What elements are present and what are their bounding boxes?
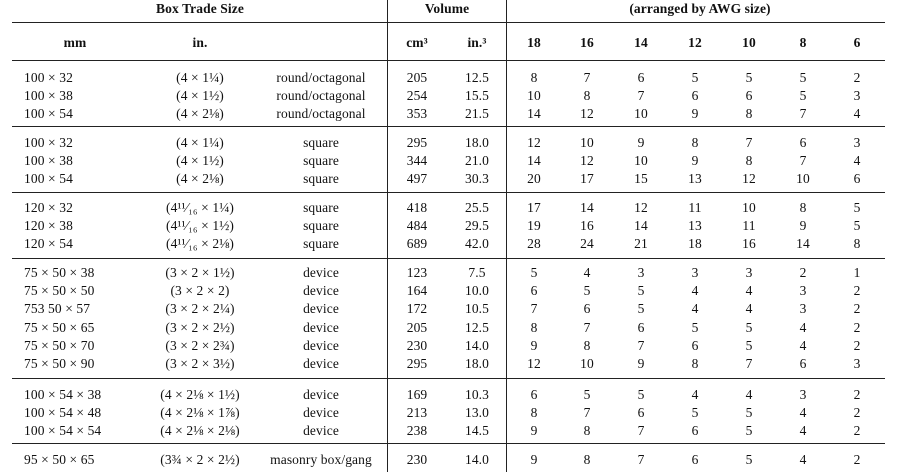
cell-box-type: square [303, 135, 339, 150]
group-rule [12, 258, 885, 259]
cell-in: (4¹¹⁄₁₆ × 1½) [165, 218, 235, 234]
cell-in3: 14.0 [464, 452, 490, 467]
cell-awg-18: 8 [530, 70, 538, 85]
cell-awg-10: 8 [745, 106, 753, 122]
group-rule [12, 192, 885, 193]
cell-awg-18: 19 [527, 218, 541, 234]
vertical-rule-volume [387, 0, 388, 472]
cell-mm: 100 × 38 [24, 88, 73, 104]
cell-awg-10: 16 [742, 236, 756, 252]
cell-box-type: device [303, 387, 339, 402]
cell-awg-14: 6 [637, 70, 645, 85]
cell-cm3: 689 [406, 236, 428, 252]
cell-in3: 42.0 [464, 236, 490, 252]
cell-awg-18: 20 [527, 171, 541, 187]
cell-awg-12: 5 [691, 405, 699, 421]
cell-awg-6: 6 [853, 171, 861, 187]
group-rule [12, 378, 885, 379]
cell-awg-10: 6 [745, 88, 753, 104]
cell-in: (3 × 2 × 2¾) [165, 337, 235, 353]
cell-awg-8: 3 [799, 283, 807, 299]
header-volume: Volume [424, 1, 470, 16]
cell-awg-14: 15 [634, 171, 648, 187]
cell-awg-16: 6 [583, 301, 591, 317]
cell-awg-14: 14 [634, 218, 648, 234]
cell-in: (3 × 2 × 2¼) [165, 301, 235, 317]
cell-box-type: device [303, 356, 339, 371]
cell-awg-16: 8 [583, 452, 591, 467]
cell-awg-12: 6 [691, 337, 699, 353]
cell-awg-18: 7 [530, 301, 538, 317]
cell-cm3: 254 [406, 88, 428, 104]
cell-mm: 100 × 38 [24, 153, 73, 169]
cell-in3: 10.0 [464, 283, 490, 299]
cell-mm: 120 × 38 [24, 218, 73, 234]
group-rule [12, 126, 885, 127]
cell-awg-6: 4 [853, 106, 861, 122]
cell-awg-8: 4 [799, 405, 807, 421]
cell-awg-6: 3 [853, 356, 861, 371]
cell-mm: 100 × 32 [24, 135, 73, 150]
cell-box-type: square [303, 236, 339, 252]
cell-in3: 14.0 [464, 337, 490, 353]
cell-awg-8: 4 [799, 452, 807, 467]
cell-mm: 100 × 54 × 54 [24, 423, 102, 439]
cell-in: (3 × 2 × 3½) [165, 356, 235, 371]
cell-in3: 30.3 [464, 171, 490, 187]
cell-awg-6: 2 [853, 452, 861, 467]
header-awg-14: 14 [634, 35, 648, 50]
cell-awg-14: 12 [634, 200, 648, 215]
cell-awg-6: 2 [853, 387, 861, 402]
cell-awg-16: 8 [583, 423, 591, 439]
cell-awg-10: 8 [745, 153, 753, 169]
cell-in: (4¹¹⁄₁₆ × 1¼) [165, 200, 235, 215]
cell-awg-16: 14 [580, 200, 594, 215]
cell-awg-12: 4 [691, 301, 699, 317]
cell-awg-16: 8 [583, 88, 591, 104]
cell-awg-14: 7 [637, 423, 645, 439]
cell-awg-18: 9 [530, 452, 538, 467]
cell-in: (4 × 2⅛ × 1½) [160, 387, 240, 402]
cell-awg-10: 4 [745, 387, 753, 402]
cell-mm: 75 × 50 × 65 [24, 319, 95, 335]
cell-awg-18: 8 [530, 405, 538, 421]
cell-in: (4 × 2⅛ × 1⅞) [160, 405, 240, 421]
cell-awg-12: 8 [691, 135, 699, 150]
cell-awg-10: 10 [742, 200, 756, 215]
cell-awg-10: 7 [745, 356, 753, 371]
cell-mm: 75 × 50 × 38 [24, 265, 95, 280]
cell-cm3: 497 [406, 171, 428, 187]
header-in: in. [192, 35, 208, 50]
cell-awg-6: 2 [853, 283, 861, 299]
cell-awg-18: 12 [527, 356, 541, 371]
cell-in: (4 × 1½) [176, 153, 224, 169]
cell-in3: 18.0 [464, 356, 490, 371]
group-rule [12, 443, 885, 444]
cell-in: (4 × 2⅛) [176, 106, 224, 122]
cell-cm3: 238 [406, 423, 428, 439]
cell-awg-14: 3 [637, 265, 645, 280]
cell-awg-6: 3 [853, 135, 861, 150]
cell-cm3: 418 [406, 200, 428, 215]
cell-awg-16: 7 [583, 70, 591, 85]
cell-awg-8: 4 [799, 423, 807, 439]
cell-awg-8: 6 [799, 356, 807, 371]
cell-box-type: square [303, 200, 339, 215]
cell-awg-6: 2 [853, 319, 861, 335]
cell-awg-8: 9 [799, 218, 807, 234]
cell-awg-12: 9 [691, 153, 699, 169]
cell-mm: 75 × 50 × 50 [24, 283, 95, 299]
cell-awg-10: 5 [745, 452, 753, 467]
cell-awg-6: 1 [853, 265, 861, 280]
cell-in3: 12.5 [464, 319, 490, 335]
cell-cm3: 169 [406, 387, 428, 402]
cell-in: (3 × 2 × 2½) [165, 319, 235, 335]
cell-awg-18: 8 [530, 319, 538, 335]
cell-cm3: 295 [406, 135, 428, 150]
cell-awg-12: 9 [691, 106, 699, 122]
cell-awg-8: 2 [799, 265, 807, 280]
cell-awg-16: 5 [583, 283, 591, 299]
cell-cm3: 172 [406, 301, 428, 317]
cell-awg-14: 10 [634, 106, 648, 122]
cell-awg-18: 9 [530, 423, 538, 439]
cell-awg-14: 9 [637, 135, 645, 150]
cell-awg-8: 5 [799, 70, 807, 85]
cell-awg-8: 7 [799, 106, 807, 122]
cell-awg-10: 5 [745, 319, 753, 335]
cell-awg-10: 5 [745, 70, 753, 85]
cell-cm3: 230 [406, 337, 428, 353]
cell-in: (3 × 2 × 2) [170, 283, 230, 299]
header-awg-8: 8 [799, 35, 807, 50]
cell-mm: 120 × 32 [24, 200, 73, 215]
header-awg-arranged: (arranged by AWG size) [629, 1, 771, 16]
cell-awg-18: 10 [527, 88, 541, 104]
cell-in: (3 × 2 × 1½) [165, 265, 235, 280]
cell-awg-6: 2 [853, 405, 861, 421]
cell-box-type: square [303, 153, 339, 169]
cell-in3: 18.0 [464, 135, 490, 150]
cell-in3: 10.5 [464, 301, 490, 317]
cell-awg-12: 6 [691, 423, 699, 439]
cell-in: (4 × 1½) [176, 88, 224, 104]
cell-awg-14: 10 [634, 153, 648, 169]
cell-in3: 15.5 [464, 88, 490, 104]
cell-awg-8: 14 [796, 236, 810, 252]
cell-awg-12: 6 [691, 88, 699, 104]
cell-awg-16: 10 [580, 356, 594, 371]
cell-awg-14: 9 [637, 356, 645, 371]
cell-awg-14: 7 [637, 337, 645, 353]
cell-in: (4 × 2⅛ × 2⅛) [160, 423, 240, 439]
cell-awg-6: 4 [853, 153, 861, 169]
cell-in3: 14.5 [464, 423, 490, 439]
cell-awg-14: 7 [637, 88, 645, 104]
cell-box-type: device [303, 265, 339, 280]
cell-in3: 12.5 [464, 70, 490, 85]
cell-box-type: square [303, 218, 339, 234]
cell-awg-16: 17 [580, 171, 594, 187]
cell-in3: 7.5 [468, 265, 486, 280]
cell-box-type: device [303, 337, 339, 353]
cell-awg-6: 2 [853, 301, 861, 317]
cell-box-type: device [303, 423, 339, 439]
cell-awg-10: 4 [745, 283, 753, 299]
cell-awg-6: 2 [853, 70, 861, 85]
cell-awg-16: 7 [583, 405, 591, 421]
cell-awg-12: 5 [691, 70, 699, 85]
cell-awg-12: 6 [691, 452, 699, 467]
header-awg-12: 12 [688, 35, 702, 50]
cell-box-type: round/octagonal [276, 88, 366, 104]
cell-awg-12: 8 [691, 356, 699, 371]
cell-cm3: 205 [406, 70, 428, 85]
cell-box-type: device [303, 283, 339, 299]
cell-awg-10: 4 [745, 301, 753, 317]
header-rule-bottom [12, 60, 885, 61]
cell-mm: 95 × 50 × 65 [24, 452, 95, 467]
cell-awg-14: 6 [637, 405, 645, 421]
cell-awg-12: 18 [688, 236, 702, 252]
cell-awg-10: 11 [742, 218, 756, 234]
cell-awg-18: 14 [527, 153, 541, 169]
cell-awg-18: 5 [530, 265, 538, 280]
cell-awg-10: 3 [745, 265, 753, 280]
cell-awg-14: 7 [637, 452, 645, 467]
cell-awg-8: 3 [799, 301, 807, 317]
cell-awg-16: 4 [583, 265, 591, 280]
cell-awg-14: 5 [637, 387, 645, 402]
cell-in: (3¾ × 2 × 2½) [160, 452, 240, 467]
cell-awg-12: 5 [691, 319, 699, 335]
cell-mm: 75 × 50 × 90 [24, 356, 95, 371]
cell-awg-14: 6 [637, 319, 645, 335]
cell-in3: 13.0 [464, 405, 490, 421]
cell-awg-18: 6 [530, 387, 538, 402]
cell-awg-8: 3 [799, 387, 807, 402]
cell-in3: 10.3 [464, 387, 490, 402]
cell-awg-18: 17 [527, 200, 541, 215]
cell-box-type: masonry box/gang [270, 452, 372, 467]
header-mm: mm [63, 35, 87, 50]
cell-awg-18: 28 [527, 236, 541, 252]
cell-cm3: 484 [406, 218, 428, 234]
cell-awg-8: 7 [799, 153, 807, 169]
cell-in: (4 × 1¼) [176, 70, 224, 85]
cell-box-type: round/octagonal [276, 70, 366, 85]
cell-awg-6: 5 [853, 200, 861, 215]
cell-box-type: round/octagonal [276, 106, 366, 122]
cell-awg-10: 5 [745, 405, 753, 421]
cell-awg-16: 8 [583, 337, 591, 353]
cell-in3: 21.0 [464, 153, 490, 169]
cell-awg-16: 12 [580, 153, 594, 169]
cell-cm3: 344 [406, 153, 428, 169]
cell-cm3: 213 [406, 405, 428, 421]
header-awg-16: 16 [580, 35, 594, 50]
cell-mm: 100 × 54 × 38 [24, 387, 102, 402]
cell-awg-10: 5 [745, 423, 753, 439]
cell-cm3: 353 [406, 106, 428, 122]
cell-awg-8: 8 [799, 200, 807, 215]
cell-box-type: square [303, 171, 339, 187]
cell-mm: 100 × 32 [24, 70, 73, 85]
cell-awg-16: 7 [583, 319, 591, 335]
cell-awg-12: 11 [688, 200, 702, 215]
cell-awg-8: 10 [796, 171, 810, 187]
cell-awg-18: 6 [530, 283, 538, 299]
cell-mm: 100 × 54 [24, 171, 73, 187]
cell-awg-16: 24 [580, 236, 594, 252]
cell-awg-18: 9 [530, 337, 538, 353]
cell-cm3: 123 [406, 265, 428, 280]
cell-awg-16: 16 [580, 218, 594, 234]
header-in3: in.³ [467, 35, 487, 50]
cell-awg-12: 3 [691, 265, 699, 280]
cell-mm: 753 50 × 57 [24, 301, 91, 317]
cell-awg-16: 12 [580, 106, 594, 122]
cell-in3: 29.5 [464, 218, 490, 234]
cell-awg-6: 2 [853, 337, 861, 353]
cell-box-type: device [303, 301, 339, 317]
header-awg-18: 18 [527, 35, 541, 50]
header-cm3: cm³ [406, 35, 428, 50]
cell-mm: 100 × 54 × 48 [24, 405, 102, 421]
cell-awg-10: 7 [745, 135, 753, 150]
cell-in: (4 × 1¼) [176, 135, 224, 150]
header-rule-top [12, 22, 885, 23]
vertical-rule-awg [506, 0, 507, 472]
cell-awg-18: 14 [527, 106, 541, 122]
cell-mm: 120 × 54 [24, 236, 73, 252]
cell-in: (4¹¹⁄₁₆ × 2⅛) [165, 236, 235, 252]
header-awg-10: 10 [742, 35, 756, 50]
header-box-trade-size: Box Trade Size [156, 1, 244, 16]
cell-awg-14: 21 [634, 236, 648, 252]
cell-awg-14: 5 [637, 301, 645, 317]
cell-awg-16: 5 [583, 387, 591, 402]
cell-awg-12: 13 [688, 218, 702, 234]
cell-cm3: 230 [406, 452, 428, 467]
cell-awg-8: 5 [799, 88, 807, 104]
cell-awg-12: 13 [688, 171, 702, 187]
header-awg-6: 6 [853, 35, 861, 50]
cell-awg-8: 4 [799, 337, 807, 353]
cell-cm3: 205 [406, 319, 428, 335]
cell-cm3: 164 [406, 283, 428, 299]
cell-awg-12: 4 [691, 387, 699, 402]
cell-in: (4 × 2⅛) [176, 171, 224, 187]
cell-awg-18: 12 [527, 135, 541, 150]
cell-awg-6: 2 [853, 423, 861, 439]
cell-awg-6: 3 [853, 88, 861, 104]
cell-in3: 21.5 [464, 106, 490, 122]
cell-awg-8: 4 [799, 319, 807, 335]
cell-awg-14: 5 [637, 283, 645, 299]
cell-awg-6: 8 [853, 236, 861, 252]
cell-mm: 75 × 50 × 70 [24, 337, 95, 353]
cell-in3: 25.5 [464, 200, 490, 215]
cell-awg-10: 5 [745, 337, 753, 353]
cell-awg-10: 12 [742, 171, 756, 187]
cell-cm3: 295 [406, 356, 428, 371]
cell-awg-12: 4 [691, 283, 699, 299]
cell-awg-16: 10 [580, 135, 594, 150]
cell-awg-6: 5 [853, 218, 861, 234]
cell-box-type: device [303, 405, 339, 421]
cell-box-type: device [303, 319, 339, 335]
cell-mm: 100 × 54 [24, 106, 73, 122]
cell-awg-8: 6 [799, 135, 807, 150]
